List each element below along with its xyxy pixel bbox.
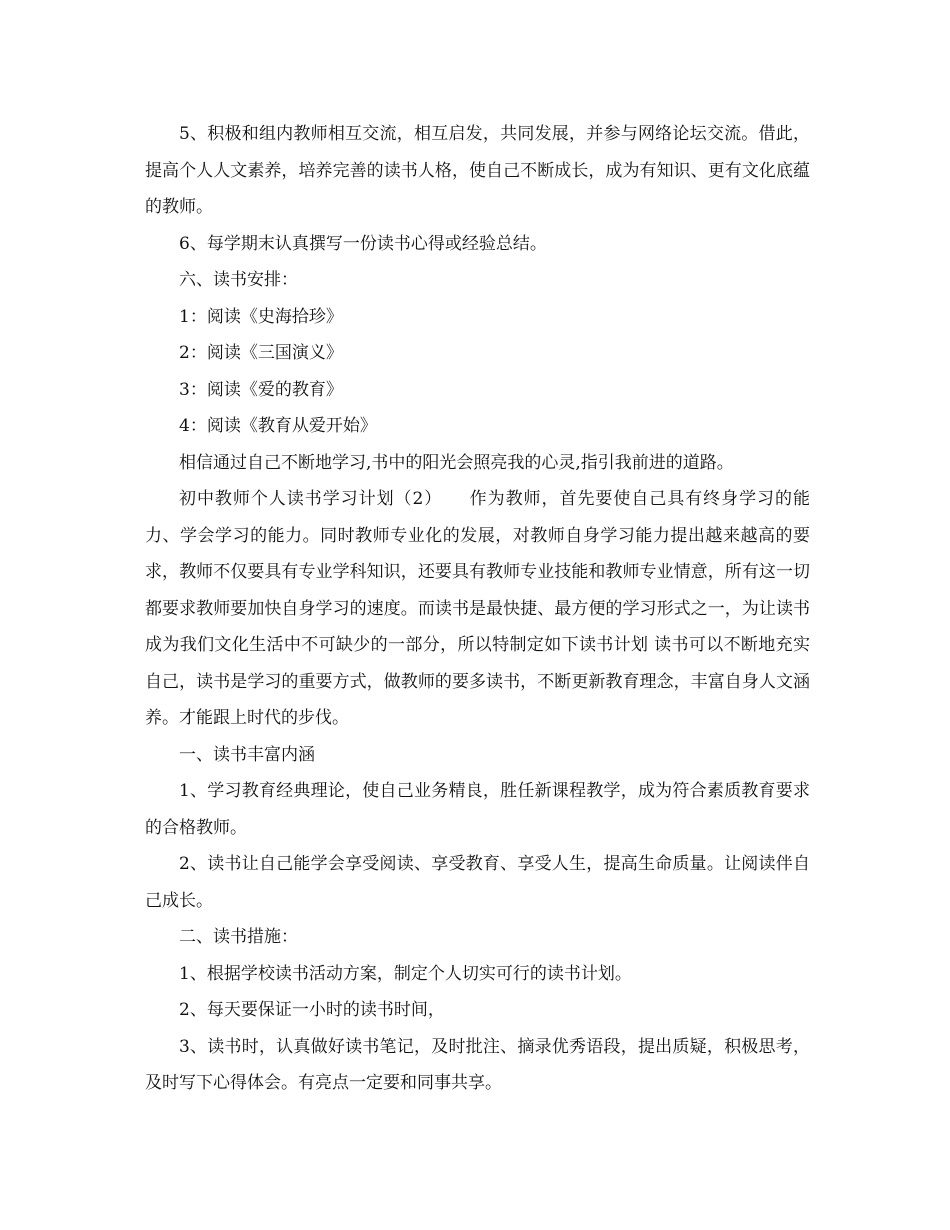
list-item-book-2: 2：阅读《三国演义》 [179,343,343,363]
paragraph-measure-3: 3、读书时，认真做好读书笔记，及时批注、摘录优秀语段，提出质疑，积极思考，及时写下心得体会。有亮点一定要和同事共享。 [145,1036,810,1093]
paragraph-summary: 6、每学期末认真撰写一份读书心得或经验总结。 [179,233,547,254]
list-item-book-3: 3：阅读《爱的教育》 [179,379,343,400]
paragraph-exchange: 5、积极和组内教师相互交流，相互启发，共同发展，并参与网络论坛交流。借此，提高个人人文素养，培养完善的读书人格，使自己不断成长，成为有知识、更有文化底蕴的教师。 [145,124,810,217]
paragraph-enrich-2: 2、读书让自己能学会享受阅读、享受教育、享受人生，提高生命质量。让阅读伴自己成长。 [145,854,810,911]
paragraph-plan-2-intro: 初中教师个人读书学习计划（2） 作为教师，首先要使自己具有终身学习的能力、学会学习的能力。同时教师专业化的发展，对教师自身学习能力提出越来越高的要求，教师不仅要具有专业学科知识，还要具有教师专业技能和教师专业情意，所有这一切都要求教师要加快自身学习的速度。而读书是最快捷、最方便的学习形式之一，为让读书成为我们文化生活中不可缺少的一部分，所以特制定如下读书计划 读书可以不断地充实自己，读书是学习的重要方式，做教师的要多读书，不断更新教育理念，丰富自身人文涵养。才能跟上时代的步伐。 [145,489,810,728]
paragraph-measure-2: 2、每天要保证一小时的读书时间， [179,1000,445,1020]
paragraph-closing: 相信通过自己不断地学习,书中的阳光会照亮我的心灵,指引我前进的道路。 [179,452,734,473]
list-item-book-4: 4：阅读《教育从爱开始》 [179,416,377,436]
heading-enrich-content: 一、读书丰富内涵 [179,744,315,765]
paragraph-enrich-1: 1、学习教育经典理论，使自己业务精良，胜任新课程教学，成为符合素质教育要求的合格教师。 [145,781,810,838]
heading-reading-measures: 二、读书措施： [179,927,298,947]
paragraph-measure-1: 1、根据学校读书活动方案，制定个人切实可行的读书计划。 [179,963,632,984]
document-body [145,116,810,1102]
list-item-book-1: 1：阅读《史海拾珍》 [179,306,343,327]
heading-reading-schedule: 六、读书安排： [179,270,298,290]
